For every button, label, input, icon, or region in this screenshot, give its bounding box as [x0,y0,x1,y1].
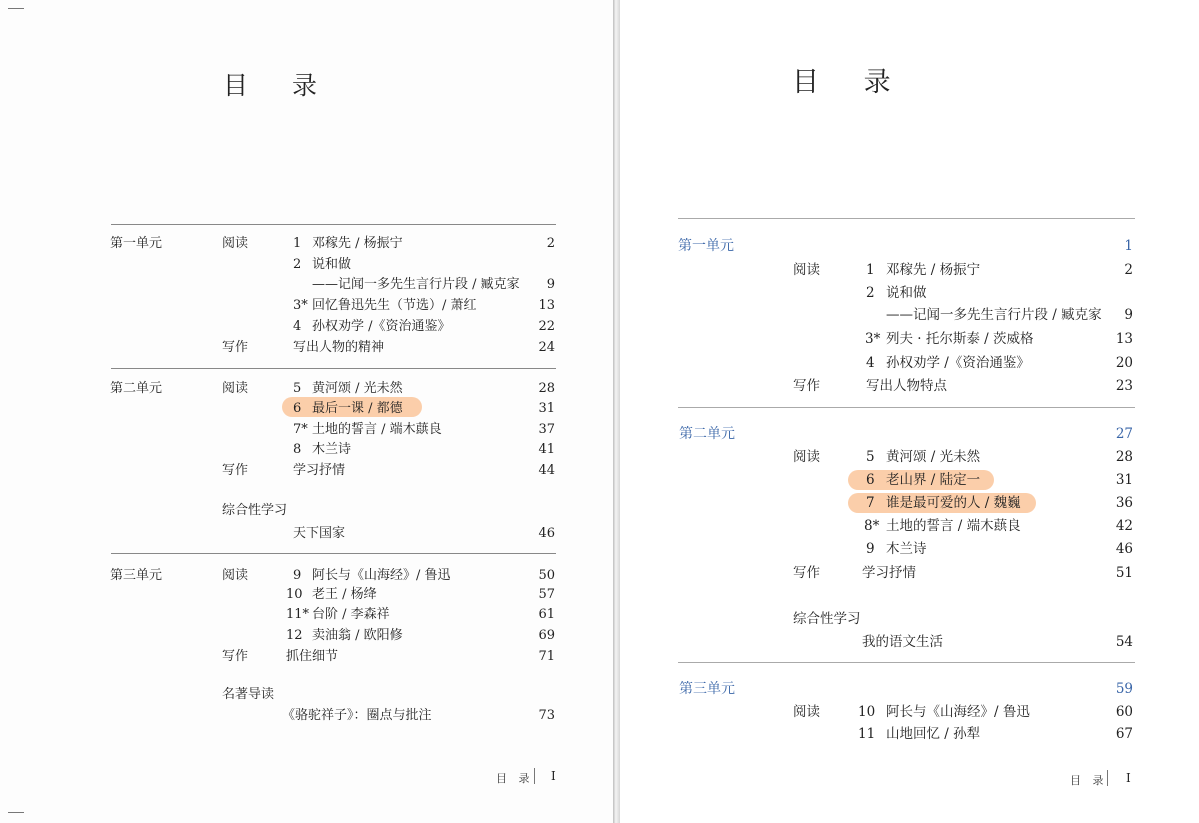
lesson-title[interactable]: 卖油翁 / 欧阳修 [312,628,403,643]
page-number: 31 [538,401,555,416]
page-number: 22 [538,319,555,334]
lesson-title[interactable]: 孙权劝学 /《资治通鉴》 [312,319,451,334]
lesson-number: 1 [293,236,302,251]
page-number: 54 [1115,634,1133,650]
lesson-number: 2 [866,285,875,301]
lesson-title[interactable]: 孙权劝学 /《资治通鉴》 [886,355,1030,371]
lesson-number: 6 [866,472,875,488]
crop-mark [8,8,24,9]
toc-title: 目 录 [223,71,335,100]
lesson-title[interactable]: 抓住细节 [286,649,339,664]
page-number: 31 [1115,472,1133,488]
category-label: 综合性学习 [793,611,861,627]
lesson-title[interactable]: 老王 / 杨绛 [312,587,377,602]
lesson-title[interactable]: 黄河颂 / 光未然 [312,381,403,396]
lesson-title[interactable]: 阿长与《山海经》/ 鲁迅 [312,568,451,583]
unit-divider [678,407,1135,408]
page-number: 24 [538,340,555,355]
lesson-number: 8* [864,518,880,534]
category-label: 阅读 [222,236,249,251]
lesson-number: 7* [293,422,308,437]
category-label: 写作 [222,463,249,478]
lesson-number: 1 [866,262,875,278]
footer-label: 目 录 [1070,774,1108,787]
lesson-title[interactable]: 土地的誓言 / 端木蕻良 [312,422,442,437]
crop-mark [8,812,24,813]
category-label: 阅读 [222,381,249,396]
lesson-title[interactable]: 说和做 [886,285,927,301]
lesson-number: 5 [293,381,302,396]
unit-heading[interactable]: 第一单元 [678,238,734,254]
category-label: 阅读 [222,568,249,583]
category-label: 阅读 [793,262,820,278]
lesson-number: 10 [286,587,303,602]
book-gutter [613,0,620,823]
page-number: 37 [538,422,555,437]
lesson-title[interactable]: 写出人物的精神 [293,340,385,355]
page-number: 13 [538,298,555,313]
lesson-number: 11 [858,726,876,742]
page-number: 42 [1115,518,1133,534]
lesson-title[interactable]: 阿长与《山海经》/ 鲁迅 [886,704,1030,720]
unit-divider [678,218,1135,219]
category-label: 名著导读 [222,687,275,702]
lesson-title[interactable]: 山地回忆 / 孙犁 [886,726,981,742]
lesson-title[interactable]: 木兰诗 [886,541,927,557]
page-number: 50 [538,568,555,583]
lesson-title[interactable]: 写出人物特点 [866,378,947,394]
page-number: 57 [538,587,555,602]
lesson-title[interactable]: 土地的誓言 / 端木蕻良 [886,518,1021,534]
page-number: 73 [538,708,555,723]
unit-divider [678,662,1135,663]
page-number: 28 [538,381,555,396]
toc-title: 目 录 [792,67,909,98]
category-label: 综合性学习 [222,503,288,518]
footer-page-number: I [1126,771,1131,785]
page-number: 61 [538,607,555,622]
unit-divider [111,224,556,225]
lesson-title[interactable]: 台阶 / 李森祥 [312,607,390,622]
lesson-number: 6 [293,401,302,416]
lesson-number: 4 [866,355,875,371]
page-number: 9 [546,277,555,292]
lesson-title[interactable]: 木兰诗 [312,442,352,457]
unit-heading[interactable]: 第三单元 [679,681,735,697]
lesson-title[interactable]: 天下国家 [293,526,346,541]
page-number: 46 [1115,541,1133,557]
lesson-title[interactable]: 黄河颂 / 光未然 [886,449,981,465]
lesson-number: 3* [865,331,881,347]
page-number: 46 [538,526,555,541]
category-label: 写作 [793,565,820,581]
right-page [620,0,1199,823]
lesson-number: 9 [293,568,302,583]
lesson-title[interactable]: 回忆鲁迅先生（节选）/ 萧红 [312,298,477,313]
unit-page-number: 59 [1115,681,1133,697]
lesson-number: 2 [293,257,302,272]
lesson-number: 8 [293,442,302,457]
page-number: 44 [538,463,555,478]
page-number: 67 [1115,726,1133,742]
unit-divider [111,553,556,554]
lesson-title[interactable]: 邓稼先 / 杨振宁 [886,262,981,278]
lesson-number: 11* [286,607,310,622]
category-label: 写作 [793,378,820,394]
lesson-title[interactable]: 邓稼先 / 杨振宁 [312,236,403,251]
unit-heading: 第三单元 [110,568,163,583]
page-number: 71 [538,649,555,664]
page-number: 51 [1115,565,1133,581]
page-number: 2 [1124,262,1133,278]
footer-page-number: I [551,769,556,783]
page-number: 60 [1115,704,1133,720]
lesson-title[interactable]: 列夫 · 托尔斯泰 / 茨威格 [886,331,1034,347]
lesson-title[interactable]: 最后一课 / 都德 [312,401,403,416]
lesson-number: 5 [866,449,875,465]
page-number: 28 [1115,449,1133,465]
lesson-title[interactable]: 《骆驼祥子》：圈点与批注 [282,708,432,723]
page-number: 2 [546,236,555,251]
lesson-title[interactable]: 谁是最可爱的人 / 魏巍 [886,495,1021,511]
category-label: 写作 [222,649,249,664]
lesson-title[interactable]: 老山界 / 陆定一 [886,472,981,488]
lesson-number: 10 [858,704,876,720]
category-label: 阅读 [793,704,820,720]
unit-page-number: 1 [1124,238,1133,254]
lesson-number: 9 [866,541,875,557]
page-number: 41 [538,442,555,457]
page-number: 23 [1115,378,1133,394]
footer-separator [1107,770,1108,786]
unit-divider [111,368,556,369]
page-number: 69 [538,628,555,643]
category-label: 阅读 [793,449,820,465]
page-number: 36 [1115,495,1133,511]
footer-separator [534,768,535,784]
page-number: 13 [1115,331,1133,347]
lesson-title[interactable]: 说和做 [312,257,352,272]
unit-page-number: 27 [1115,426,1133,442]
lesson-title[interactable]: 我的语文生活 [862,634,943,650]
page-number: 20 [1115,355,1133,371]
unit-heading[interactable]: 第二单元 [679,426,735,442]
lesson-subtitle[interactable]: ——记闻一多先生言行片段 / 臧克家 [886,307,1102,323]
footer-label: 目 录 [496,772,534,785]
unit-heading: 第一单元 [110,236,163,251]
page-number: 9 [1124,307,1133,323]
lesson-number: 12 [286,628,303,643]
unit-heading: 第二单元 [110,381,163,396]
lesson-title[interactable]: 学习抒情 [293,463,346,478]
category-label: 写作 [222,340,249,355]
lesson-subtitle[interactable]: ——记闻一多先生言行片段 / 臧克家 [312,277,520,292]
lesson-number: 3* [293,298,308,313]
lesson-number: 7 [866,495,875,511]
lesson-number: 4 [293,319,302,334]
lesson-title[interactable]: 学习抒情 [862,565,916,581]
